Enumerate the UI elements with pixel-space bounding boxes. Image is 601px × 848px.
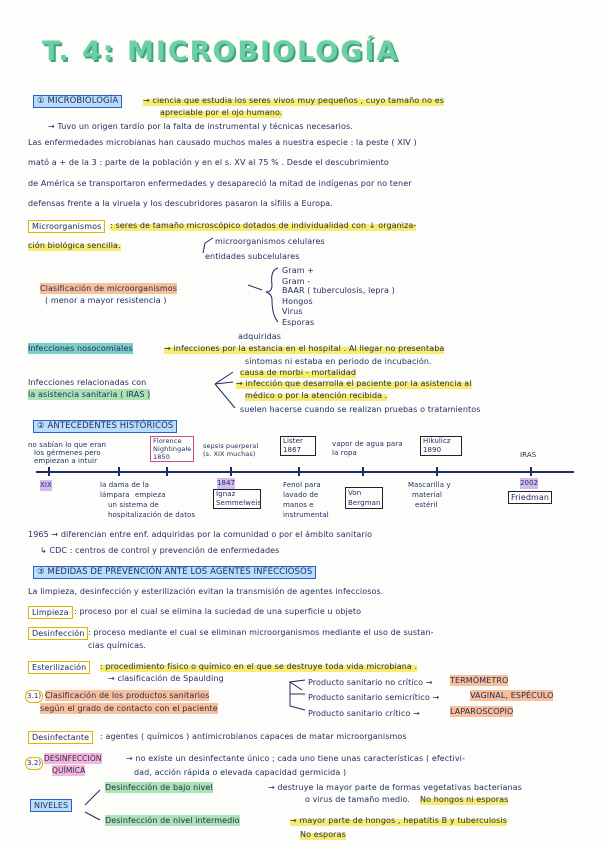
timeline-label-sepsis: sepsis puerperal (s. XIX muchas): [203, 442, 259, 458]
clasificacion-item: Esporas: [282, 318, 315, 327]
desinfeccion-intermedio-label: Desinfección de nivel intermedio: [105, 816, 240, 825]
clasificacion-subtitle: ( menor a mayor resistencia ): [45, 296, 167, 305]
timeline-text: Fenol para: [283, 481, 321, 489]
desinfeccion-quimica-definition-2: dad, acción rápida o elevada capacidad germicida ): [134, 768, 347, 777]
desinfeccion-bajo-nivel-note: No hongos ni esporas: [420, 795, 509, 804]
timeline-friedman: Friedman: [508, 491, 552, 504]
desinfeccion-intermedio-note: No esporas: [300, 830, 346, 839]
timeline-text: lavado de: [283, 491, 319, 499]
producto-semicritico: Producto sanitario semicrítico →: [308, 693, 440, 702]
desinfeccion-quimica-label-1: DESINFECCIÓN: [44, 754, 102, 763]
clasificacion-productos-subtitle: según el grado de contacto con el paciente: [40, 704, 218, 713]
timeline-text: material: [412, 491, 443, 499]
clasificacion-productos-label: Clasificación de los productos sanitarios: [45, 691, 210, 700]
microorganismos-branch-2: entidades subcelulares: [205, 252, 300, 261]
text-line: → Tuvo un origen tardío por la falta de instrumental y técnicas necesarios.: [48, 122, 353, 131]
timeline-year-1847: 1847: [217, 479, 236, 487]
clasificacion-label: Clasificación de microorganismos: [40, 284, 178, 293]
clasificacion-item: Gram -: [282, 277, 311, 286]
desinfeccion-bajo-nivel-definition-2: o virus de tamaño medio.: [305, 795, 410, 804]
nosocomiales-label: Infecciones nosocomiales: [28, 344, 133, 353]
desinfeccion-bajo-nivel-label: Desinfección de bajo nivel: [105, 783, 213, 792]
page-title: T. 4: MICROBIOLOGÍA: [42, 36, 400, 67]
spaulding-note: → clasificación de Spaulding: [108, 674, 224, 683]
nosocomiales-definition-2: síntomas ni estaba en periodo de incubación.: [245, 357, 432, 366]
timeline-text: Mascarilla y: [408, 481, 451, 489]
iras-label-1: Infecciones relacionadas con: [28, 378, 147, 387]
clasificacion-item: BAAR ( tuberculosis, lepra ): [282, 286, 395, 295]
timeline-year-2002: 2002: [520, 479, 539, 487]
desinfeccion-label: Desinfección: [28, 627, 88, 640]
section-number-3-2: 3.2): [25, 757, 43, 770]
producto-no-critico: Producto sanitario no crítico →: [308, 678, 433, 687]
esterilizacion-label: Esterilización: [28, 661, 90, 674]
section-number-3-1: 3.1): [25, 690, 43, 703]
desinfeccion-definition-2: cias químicas.: [88, 641, 147, 650]
limpieza-label: Limpieza: [28, 606, 73, 619]
timeline-text: estéril: [415, 501, 438, 509]
section-heading-microbiologia: ① MICROBIOLOGÍA: [33, 95, 122, 108]
text-line: La limpieza, desinfección y esterilización evitan la transmisión de agentes infecciosos.: [28, 587, 384, 596]
nosocomiales-definition: → infecciones por la estancia en el hospital . Al llegar no presentaba: [164, 344, 445, 353]
clasificacion-item: Hongos: [282, 297, 313, 306]
text-line-cdc: ↳ CDC : centros de control y prevención de enfermedades: [40, 546, 280, 555]
timeline-label-iras: IRAS: [520, 451, 537, 459]
desinfeccion-intermedio-definition: → mayor parte de hongos , hepatitis B y tuberculosis: [290, 816, 507, 825]
timeline-von-bergman: Von Bergman: [345, 487, 383, 509]
timeline-label-lister: Lister 1867: [280, 436, 316, 456]
iras-label-2: la asistencia sanitaria ( IRAS ): [28, 390, 151, 399]
desinfeccion-quimica-label-2: QUÍMICA: [52, 766, 86, 775]
microorganismos-branch-1: microorganismos celulares: [215, 237, 325, 246]
timeline-text: manos e: [283, 501, 314, 509]
desinfectante-label: Desinfectante: [28, 731, 93, 744]
timeline-label-hikulicz: Hikulicz 1890: [420, 436, 462, 456]
timeline-text: un sistema de: [108, 501, 159, 509]
clasificacion-item: Virus: [282, 307, 303, 316]
microbiologia-definition-2: apreciable por el ojo humano.: [160, 108, 283, 117]
timeline-text: hospitalización de datos: [108, 511, 196, 519]
iras-note: suelen hacerse cuando se realizan pruebas o tratamientos: [240, 405, 481, 414]
timeline-label-vapor: vapor de agua para la ropa: [332, 440, 403, 457]
microorganismos-definition-2: ción biológica sencilla.: [28, 241, 121, 250]
timeline-label-nightingale: Florence Nightingale 1850: [150, 436, 194, 462]
text-line-1965: 1965 → diferencian entre enf. adquiridas por la comunidad o por el ámbito sanitario: [28, 530, 373, 539]
producto-no-critico-ejemplo: TERMÓMETRO: [450, 676, 509, 685]
timeline-label: empiezan a intuir: [34, 457, 98, 465]
timeline-text: lámpara: [100, 491, 130, 499]
timeline-label: los gérmenes pero: [34, 449, 101, 457]
microbiologia-definition-1: → ciencia que estudia los seres vivos muy pequeños , cuyo tamaño no es: [143, 96, 444, 105]
text-line: Las enfermedades microbianas han causado muchos males a nuestra especie : la peste ( XIV ): [28, 138, 417, 147]
limpieza-definition: : proceso por el cual se elimina la suciedad de una superficie u objeto: [74, 607, 362, 616]
clasificacion-item: Gram +: [282, 266, 315, 275]
desinfeccion-definition: : proceso mediante el cual se eliminan microorganismos mediante el uso de sustan-: [88, 628, 434, 637]
timeline-label: no sabían lo que eran: [28, 441, 107, 449]
timeline-text: empieza: [135, 491, 166, 499]
desinfeccion-bajo-nivel-definition: → destruye la mayor parte de formas vegetativas bacterianas: [268, 783, 522, 792]
producto-semicritico-ejemplo: VAGINAL, ESPÉCULO: [470, 691, 554, 700]
producto-critico: Producto sanitario crítico →: [308, 709, 420, 718]
section-heading-medidas: ③ MEDIDAS DE PREVENCIÓN ANTE LOS AGENTES INFECCIOSOS: [33, 566, 316, 579]
timeline-text: instrumental: [283, 511, 329, 519]
text-line: de América se transportaron enfermedades y desapareció la mitad de indígenas por no tener: [28, 179, 412, 188]
iras-definition-2: médico o por la atención recibida .: [245, 391, 388, 400]
esterilizacion-definition: : procedimiento físico o químico en el que se destruye toda vida microbiana .: [100, 662, 418, 671]
producto-critico-ejemplo: LAPAROSCOPIO: [450, 707, 514, 716]
timeline-era: XIX: [40, 481, 52, 489]
section-heading-antecedentes: ② ANTECEDENTES HISTÓRICOS: [33, 420, 177, 433]
nosocomiales-note: adquiridas: [238, 332, 282, 341]
text-line: mató a + de la 3 : parte de la población y en el s. XV al 75 % . Desde el descubrimiento: [28, 158, 389, 167]
timeline-semmelweis: Ignaz Semmelweis: [213, 489, 261, 509]
microorganismos-definition: : seres de tamaño microscópico dotados de individualidad con ↓ organiza-: [110, 221, 417, 230]
iras-definition: → infección que desarrolla el paciente por la asistencia al: [236, 379, 472, 388]
desinfeccion-quimica-definition: → no existe un desinfectante único ; cada uno tiene unas características ( efectivi-: [126, 754, 465, 763]
iras-cause: causa de morbi - mortalidad: [240, 368, 356, 377]
desinfectante-definition: : agentes ( químicos ) antimicrobianos capaces de matar microorganismos: [100, 732, 407, 741]
niveles-label: NIVELES: [30, 799, 72, 812]
microorganismos-label: Microorganismos: [28, 220, 105, 233]
text-line: defensas frente a la viruela y los descubridores pasaron la sífilis a Europa.: [28, 199, 333, 208]
timeline-text: la dama de la: [100, 481, 150, 489]
